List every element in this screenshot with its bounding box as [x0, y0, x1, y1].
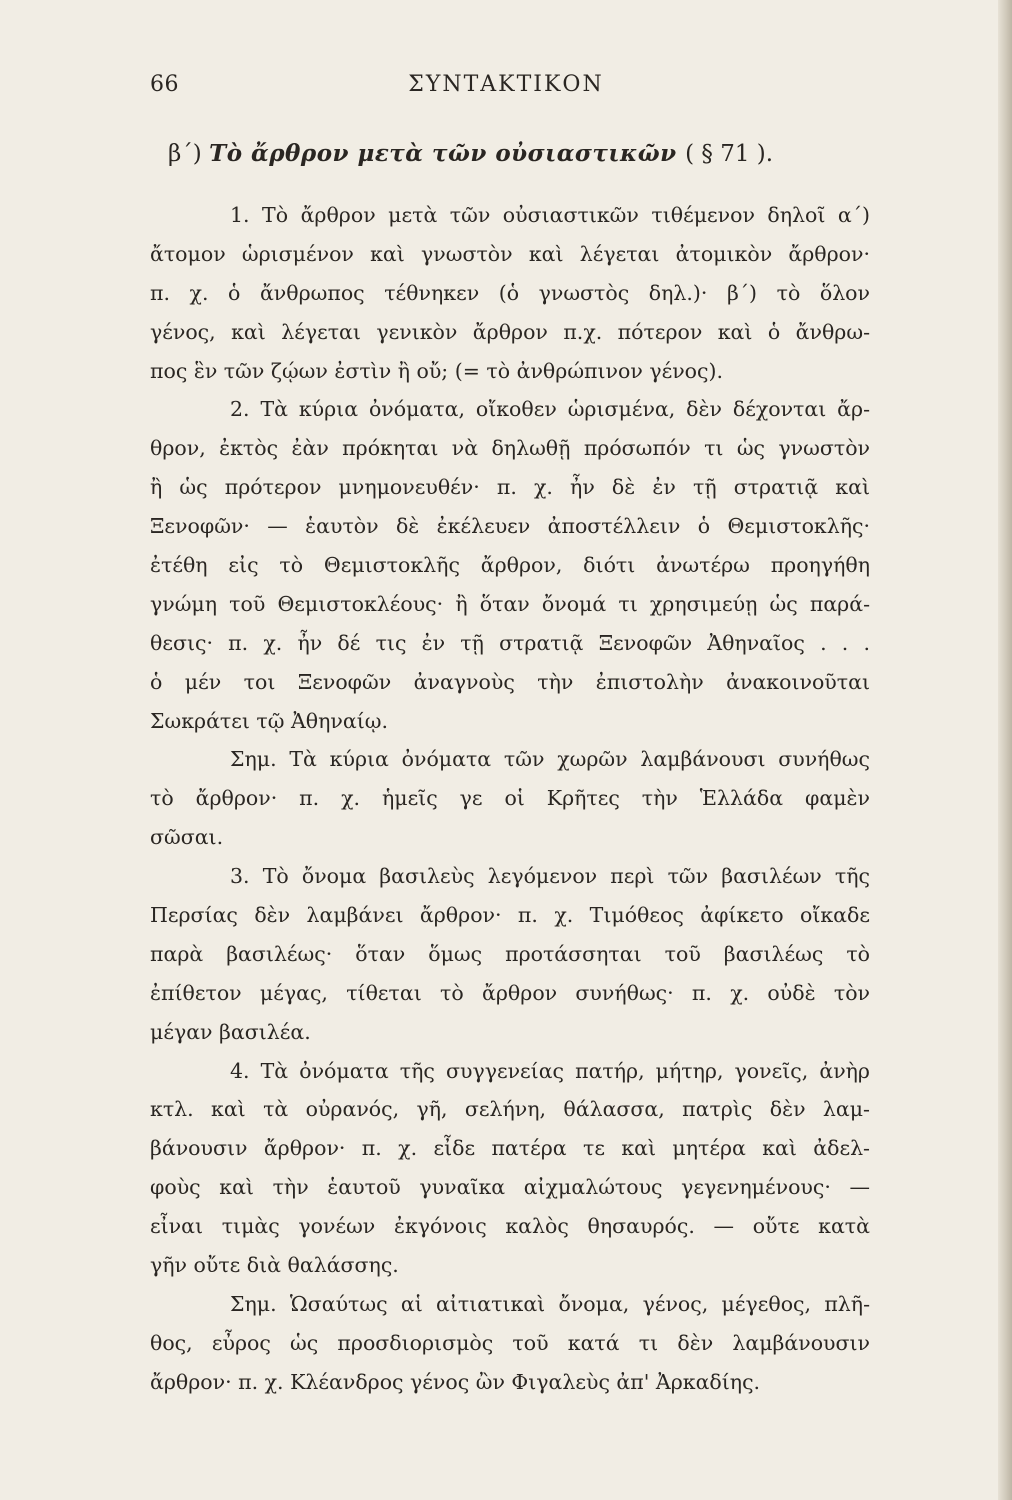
text-line: 4. Τὰ ὀνόματα τῆς συγγενείας πατήρ, μήτηρ, γονεῖς, ἀνὴρ — [230, 1058, 870, 1083]
text-line: π. χ. ὁ ἄνθρωπος τέθνηκεν (ὁ γνωστὸς δηλ.)· β΄) τὸ ὅλον — [150, 280, 870, 305]
text-line: πος ἓν τῶν ζῴων ἐστὶν ἢ οὔ; (= τὸ ἀνθρώπινον γένος). — [150, 358, 723, 383]
text-line: Σημ. Ὡσαύτως αἱ αἰτιατικαὶ ὄνομα, γένος, μέγεθος, πλῆ- — [230, 1291, 870, 1316]
body-text — [150, 196, 870, 1402]
text-line: εἶναι τιμὰς γονέων ἐκγόνοις καλὸς θησαυρός. — οὔτε κατὰ — [150, 1214, 870, 1239]
text-line: 2. Τὰ κύρια ὀνόματα, οἴκοθεν ὡρισμένα, δὲν δέχονται ἄρ- — [230, 397, 870, 422]
text-line: Σημ. Τὰ κύρια ὀνόματα τῶν χωρῶν λαμβάνουσι συνήθως — [230, 747, 870, 772]
text-line: ἄτομον ὡρισμένον καὶ γνωστὸν καὶ λέγεται ἀτομικὸν ἄρθρον· — [150, 241, 870, 266]
text-line: τὸ ἄρθρον· π. χ. ἡμεῖς γε οἱ Κρῆτες τὴν Ἑλλάδα φαμὲν — [150, 786, 870, 811]
text-line: 1. Τὸ ἄρθρον μετὰ τῶν οὐσιαστικῶν τιθέμενον δηλοῖ α΄) — [230, 203, 870, 227]
text-line: θεσις· π. χ. ἦν δέ τις ἐν τῇ στρατιᾷ Ξενοφῶν Ἀθηναῖος . . . — [150, 630, 870, 655]
section-heading: Τὸ ἄρθρον μετὰ τῶν οὐσιαστικῶν — [209, 140, 686, 167]
section-label: β΄) — [168, 141, 210, 167]
page-number: 66 — [150, 72, 179, 97]
text-line: γνώμη τοῦ Θεμιστοκλέους· ἢ ὅταν ὄνομά τι χρησιμεύῃ ὡς παρά- — [150, 591, 870, 616]
text-line: ἢ ὡς πρότερον μνημονευθέν· π. χ. ἦν δὲ ἐν τῇ στρατιᾷ καὶ — [150, 475, 870, 500]
text-line: βάνουσιν ἄρθρον· π. χ. εἶδε πατέρα τε καὶ μητέρα καὶ ἀδελ- — [150, 1136, 870, 1161]
section-title — [168, 140, 868, 167]
text-line: Περσίας δὲν λαμβάνει ἄρθρον· π. χ. Τιμόθεος ἀφίκετο οἴκαδε — [150, 903, 870, 928]
text-line: γῆν οὔτε διὰ θαλάσσης. — [150, 1253, 399, 1278]
text-line: θρον, ἐκτὸς ἐὰν πρόκηται νὰ δηλωθῇ πρόσωπόν τι ὡς γνωστὸν — [150, 436, 870, 461]
text-line: ἄρθρον· π. χ. Κλέανδρος γένος ὢν Φιγαλεὺς ἀπ' Ἀρκαδίης. — [150, 1369, 761, 1394]
text-line: ὁ μέν τοι Ξενοφῶν ἀναγνοὺς τὴν ἐπιστολὴν ἀνακοινοῦται — [150, 669, 870, 694]
text-line: Σωκράτει τῷ Ἀθηναίῳ. — [150, 708, 389, 733]
text-line: μέγαν βασιλέα. — [150, 1019, 311, 1044]
section-reference: ( § 71 ). — [685, 141, 774, 167]
text-line: θος, εὖρος ὡς προσδιορισμὸς τοῦ κατά τι δὲν λαμβάνουσιν — [150, 1330, 870, 1355]
running-head: ΣΥΝΤΑΚΤΙΚΟΝ — [408, 72, 604, 97]
text-line: ἐπίθετον μέγας, τίθεται τὸ ἄρθρον συνήθως· π. χ. οὐδὲ τὸν — [150, 980, 870, 1005]
text-line: γένος, καὶ λέγεται γενικὸν ἄρθρον π.χ. πότερον καὶ ὁ ἄνθρω- — [150, 319, 870, 344]
text-line: σῶσαι. — [150, 825, 224, 850]
text-line: Ξενοφῶν· — ἑαυτὸν δὲ ἐκέλευεν ἀποστέλλειν ὁ Θεμιστοκλῆς· — [150, 514, 870, 539]
text-line: ἐτέθη εἰς τὸ Θεμιστοκλῆς ἄρθρον, διότι ἀνωτέρω προηγήθη — [150, 553, 870, 578]
page-edge — [998, 0, 1012, 1500]
text-line: παρὰ βασιλέως· ὅταν ὅμως προτάσσηται τοῦ βασιλέως τὸ — [150, 941, 870, 966]
text-line: κτλ. καὶ τὰ οὐρανός, γῆ, σελήνη, θάλασσα, πατρὶς δὲν λαμ- — [150, 1097, 870, 1122]
text-line: φοὺς καὶ τὴν ἑαυτοῦ γυναῖκα αἰχμαλώτους γεγενημένους· — — [150, 1175, 870, 1200]
text-line: 3. Τὸ ὄνομα βασιλεὺς λεγόμενον περὶ τῶν βασιλέων τῆς — [230, 864, 870, 889]
page-header — [150, 72, 862, 106]
